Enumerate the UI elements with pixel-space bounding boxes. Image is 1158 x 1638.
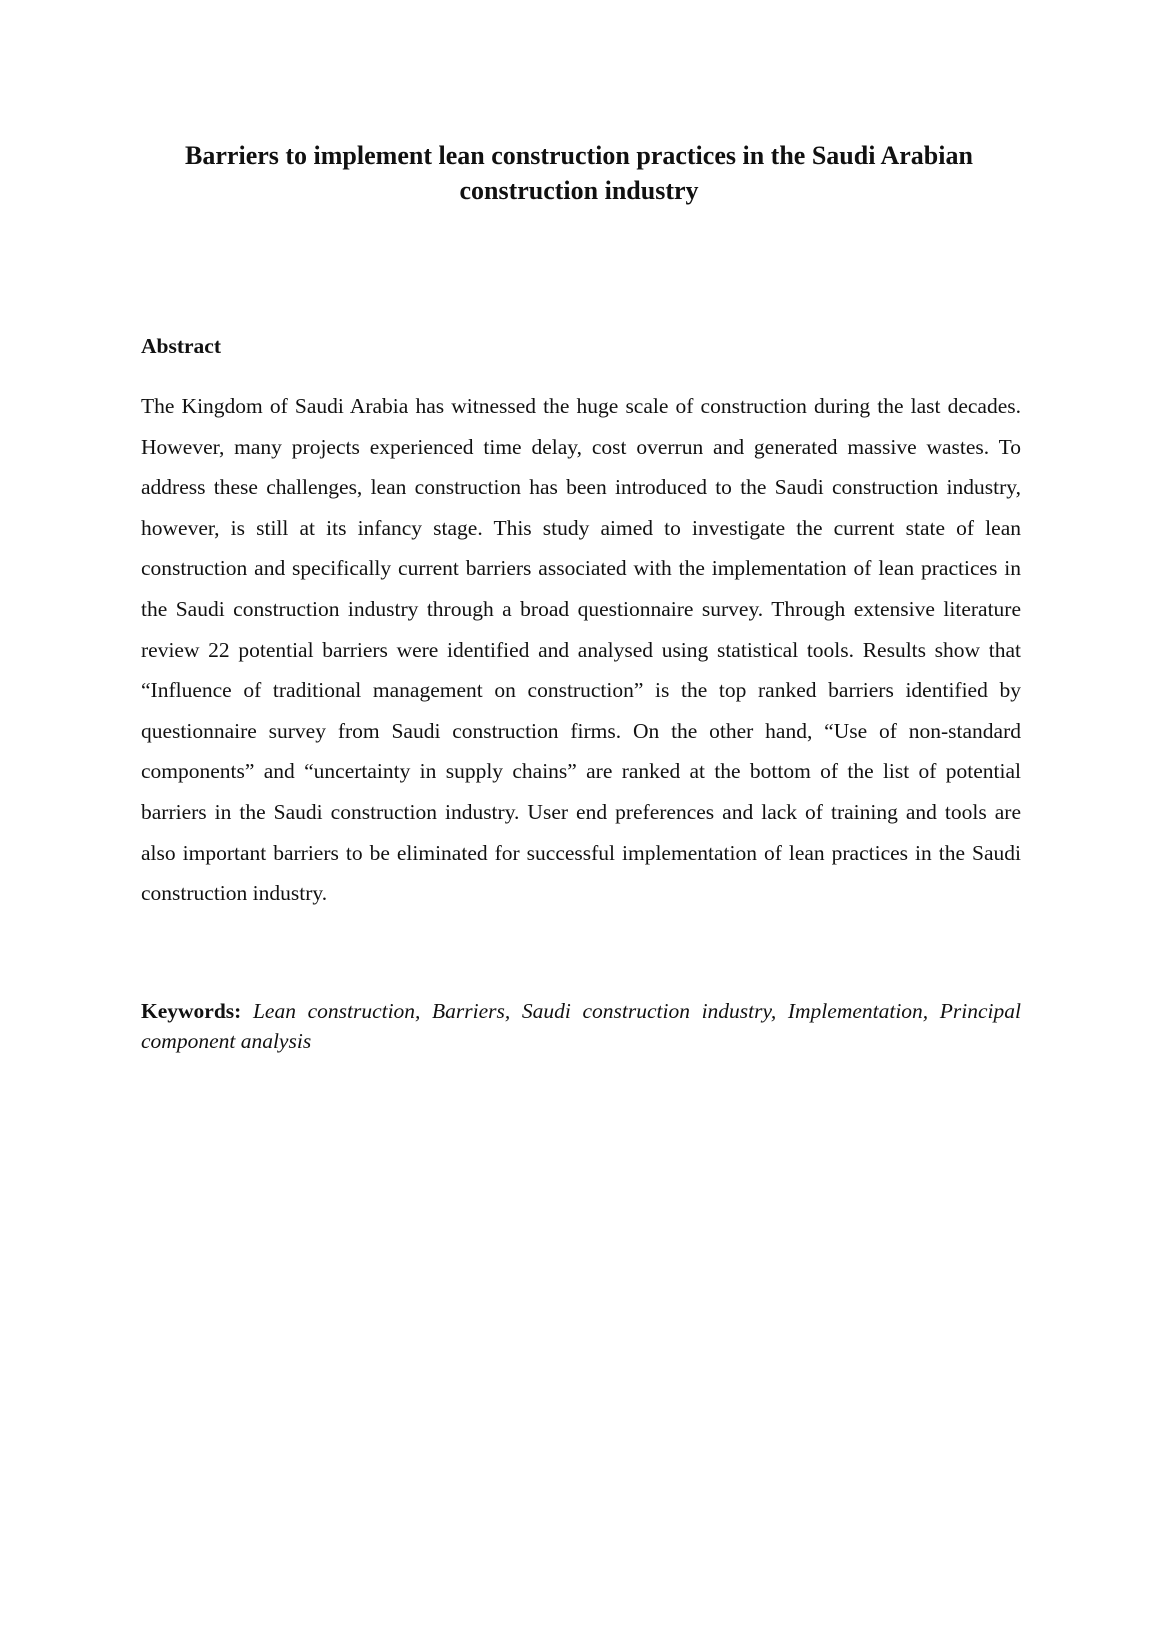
abstract-body: The Kingdom of Saudi Arabia has witnessed the huge scale of construction during the last decades. However, many projects experienced time delay, cost overrun and generated massive wastes. To address these challenges, lean construction has been introduced to the Saudi construction industry, however, is still at its infancy stage. This study aimed to investigate the current state of lean construction and specifically current barriers associated with the implementation of lean practices in the Saudi construction industry through a broad questionnaire survey. Through extensive literature review 22 potential barriers were identified and analysed using statistical tools. Results show that “Influence of traditional management on construction” is the top ranked barriers identified by questionnaire survey from Saudi construction firms. On the other hand, “Use of non-standard components” and “uncertainty in supply chains” are ranked at the bottom of the list of potential barriers in the Saudi construction industry. User end preferences and lack of training and tools are also important barriers to be eliminated for successful implementation of lean practices in the Saudi construction industry. xyxy=(141,394,1021,906)
keywords-label: Keywords: xyxy=(141,999,242,1023)
keywords-paragraph xyxy=(141,997,1021,1056)
keywords-list: Lean construction, Barriers, Saudi construction industry, Implementation, Principal component analysis xyxy=(141,999,1022,1053)
abstract-heading: Abstract xyxy=(141,334,222,358)
paper-title: Barriers to implement lean construction practices in the Saudi Arabian construction industry xyxy=(185,141,973,205)
